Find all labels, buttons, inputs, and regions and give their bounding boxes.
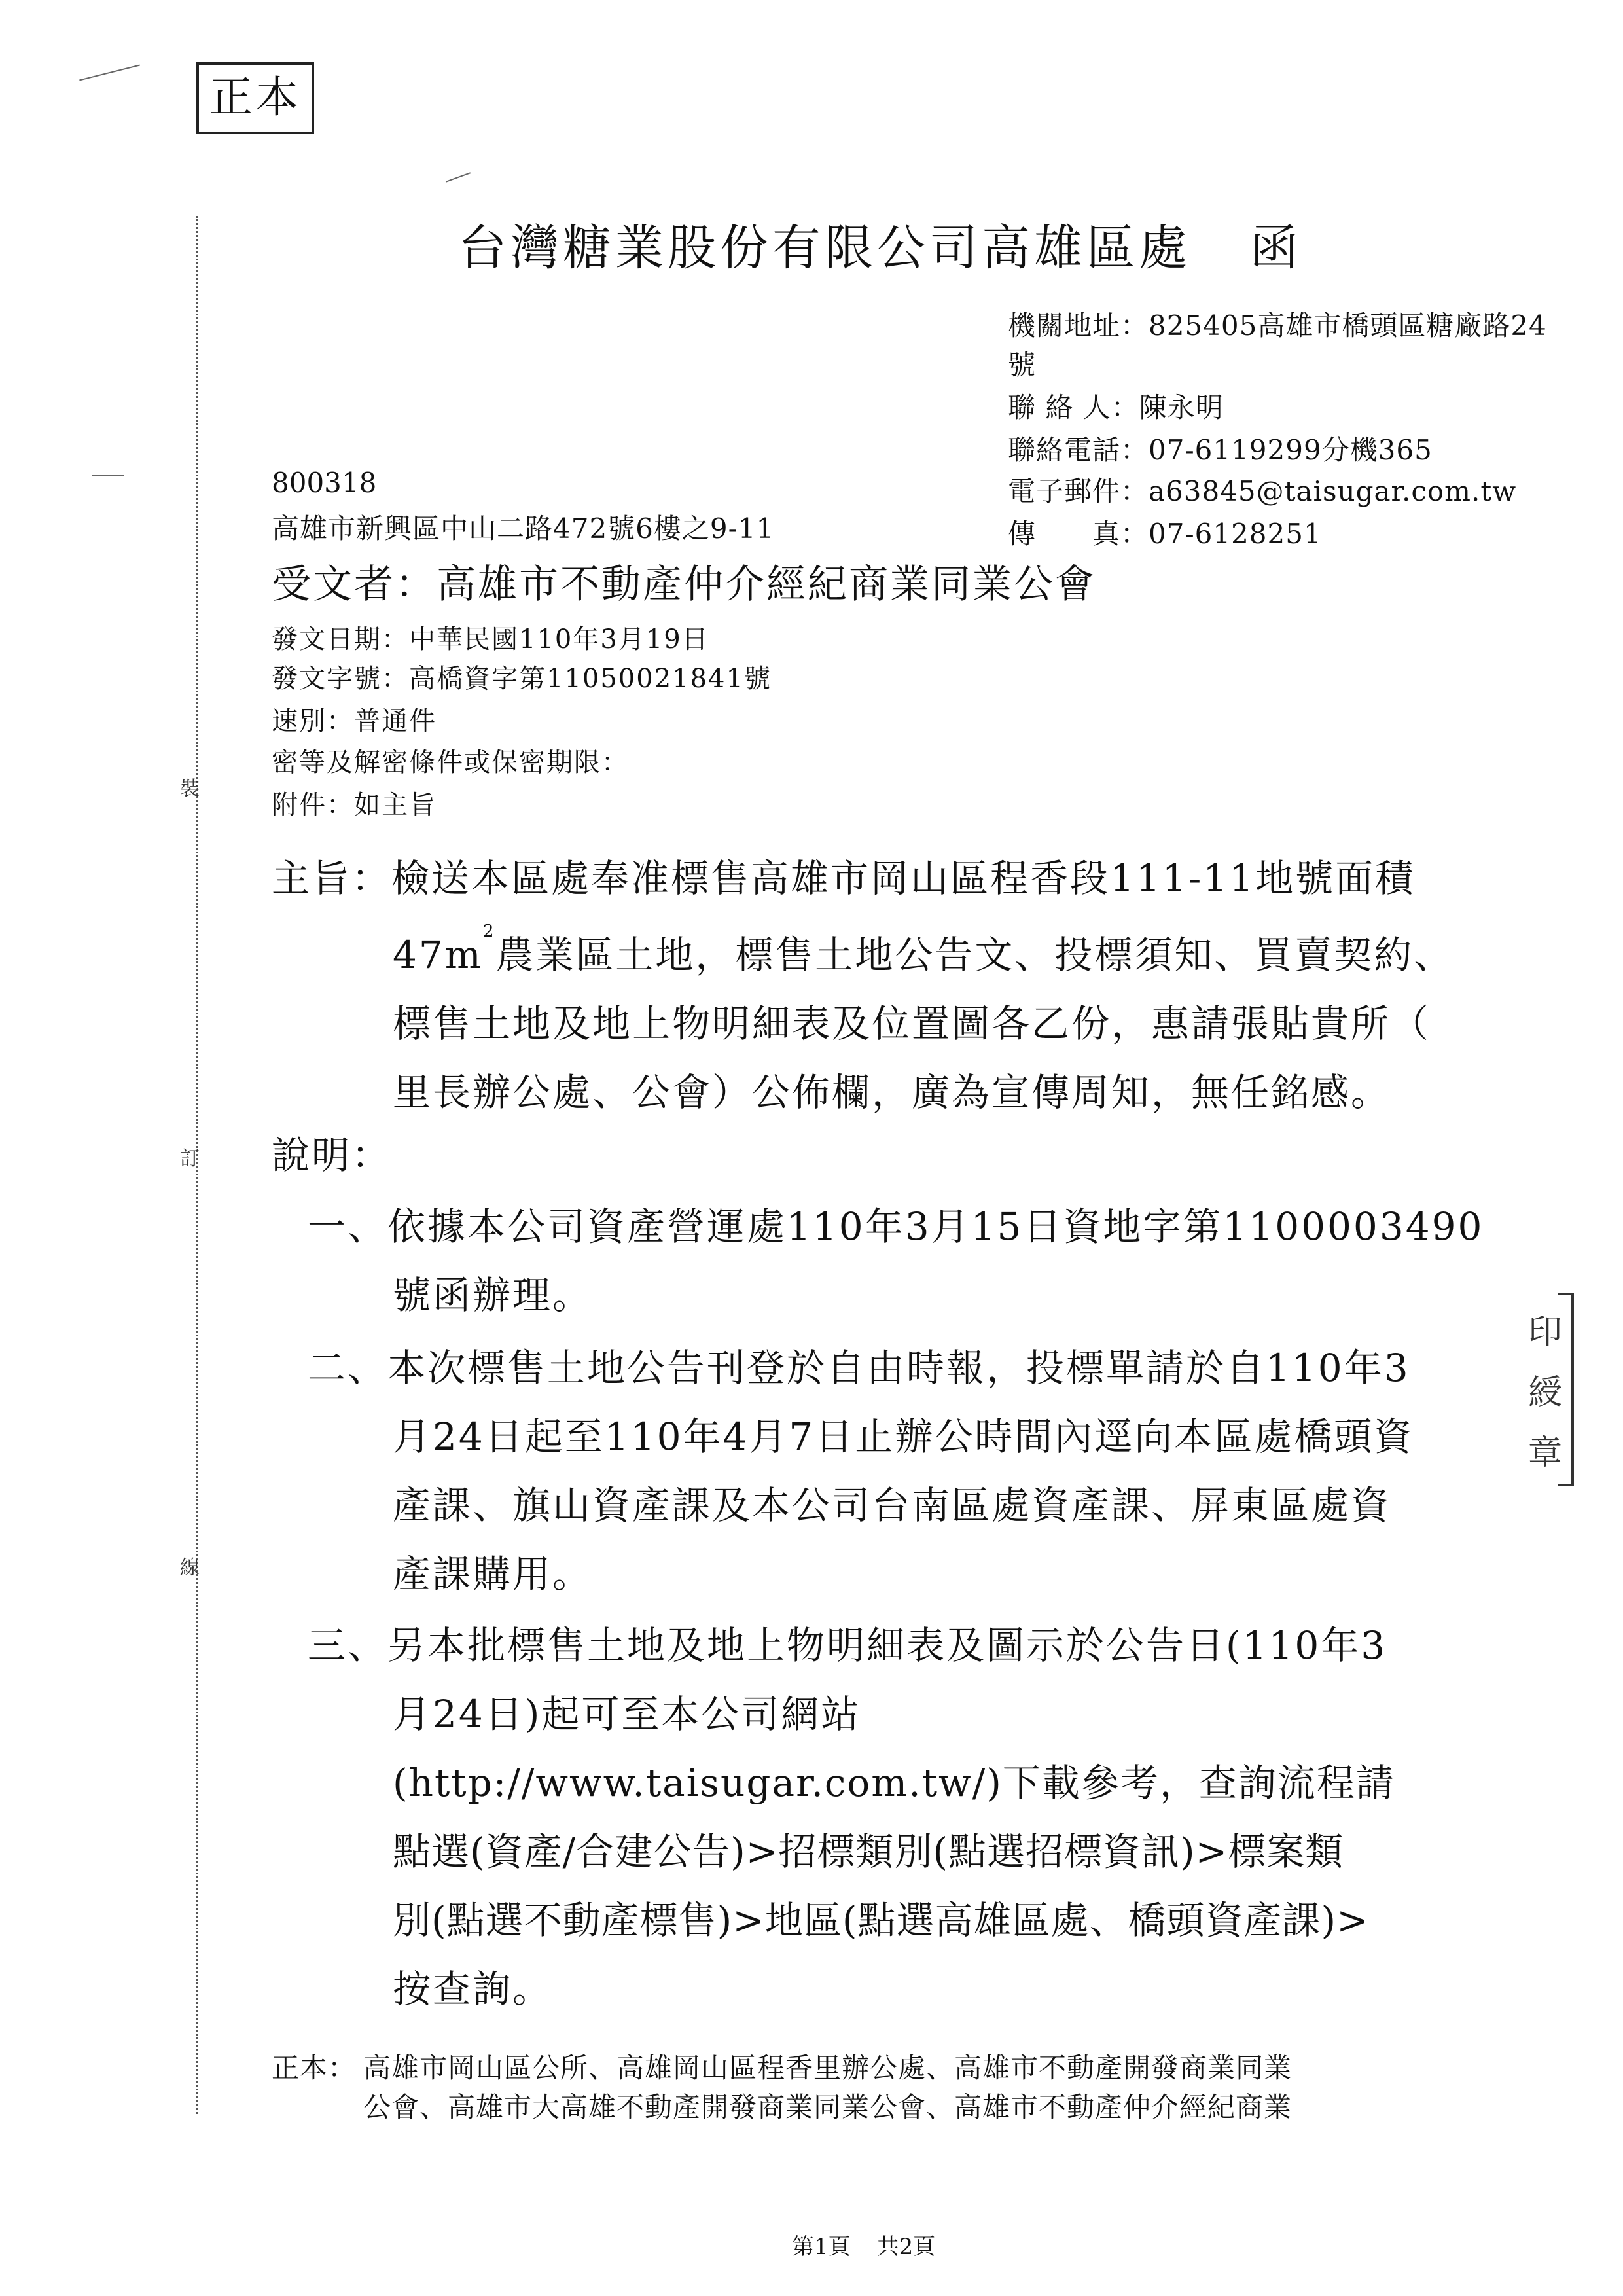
page-total: 共2頁 xyxy=(876,2234,936,2260)
document-type: 函 xyxy=(1250,220,1302,276)
explanation-item-2-line-4: 產課購用。 xyxy=(393,1552,593,1596)
seal-stamp: 印綬章 xyxy=(1528,1313,1563,1473)
subject-line-2 xyxy=(393,924,1454,979)
explanation-item-3-line-1: 三、另本批標售土地及地上物明細表及圖示於公告日(110年3 xyxy=(308,1623,1387,1668)
page-number: 第1頁 xyxy=(792,2234,851,2260)
explanation-item-2-line-2: 月24日起至110年4月7日止辦公時間內逕向本區處橋頭資 xyxy=(393,1414,1414,1459)
contact-person: 聯 絡 人：陳永明 xyxy=(1008,391,1224,423)
explanation-item-3-line-2: 月24日)起可至本公司網站 xyxy=(393,1692,861,1736)
organization-name: 台灣糖業股份有限公司高雄區處 xyxy=(458,220,1191,276)
contact-phone: 聯絡電話：07-6119299分機365 xyxy=(1008,434,1433,466)
cc-line-1: 高雄市岡山區公所、高雄岡山區程香里辦公處、高雄市不動產開發商業同業 xyxy=(363,2052,1293,2084)
subject-line-4: 里長辦公處、公會）公佈欄，廣為宣傳周知，無任銘感。 xyxy=(393,1070,1391,1115)
attachment: 附件：如主旨 xyxy=(272,790,437,820)
explanation-heading: 說明： xyxy=(272,1133,392,1177)
area-value: 47m xyxy=(393,933,483,977)
addressee: 受文者：高雄市不動產仲介經紀商業同業公會 xyxy=(272,562,1096,607)
seal-border xyxy=(1558,1293,1574,1486)
document-title xyxy=(458,209,1302,279)
cc-line-2: 公會、高雄市大高雄不動產開發商業同業公會、高雄市不動產仲介經紀商業 xyxy=(363,2091,1293,2123)
recipient-address: 高雄市新興區中山二路472號6樓之9-11 xyxy=(272,512,775,545)
explanation-item-1-line-2: 號函辦理。 xyxy=(393,1273,593,1318)
binding-mark-zhuang: 裝 xyxy=(180,778,200,800)
website-url-line: (http://www.taisugar.com.tw/)下載參考，查詢流程請 xyxy=(393,1761,1395,1805)
subject-line-1: 主旨：檢送本區處奉准標售高雄市岡山區程香段111-11地號面積 xyxy=(272,856,1416,901)
sender-address-cont: 號 xyxy=(1008,349,1037,381)
explanation-item-3-line-5: 別(點選不動產標售)>地區(點選高雄區處、橋頭資產課)> xyxy=(393,1898,1369,1943)
contact-email: 電子郵件：a63845@taisugar.com.tw xyxy=(1008,475,1517,507)
document-number: 發文字號：高橋資字第11050021841號 xyxy=(272,664,772,694)
cc-label: 正本： xyxy=(272,2052,357,2084)
explanation-item-2-line-1: 二、本次標售土地公告刊登於自由時報，投標單請於自110年3 xyxy=(308,1346,1410,1390)
secrecy-level: 密等及解密條件或保密期限： xyxy=(272,747,629,778)
issue-date: 發文日期：中華民國110年3月19日 xyxy=(272,624,709,655)
scan-mark xyxy=(446,172,471,183)
explanation-item-1-line-1: 一、依據本公司資產營運處110年3月15日資地字第1100003490 xyxy=(308,1204,1484,1249)
original-copy-stamp: 正本 xyxy=(196,62,314,134)
binding-mark-xian: 線 xyxy=(180,1556,200,1579)
sender-address: 機關地址：825405高雄市橋頭區糖廠路24 xyxy=(1008,310,1547,342)
scan-mark xyxy=(79,65,140,81)
scan-mark xyxy=(92,475,124,476)
page-indicator xyxy=(792,2229,935,2261)
recipient-postal-code: 800318 xyxy=(272,467,377,499)
contact-fax: 傳 真：07-6128251 xyxy=(1008,518,1322,550)
delivery-speed: 速別：普通件 xyxy=(272,706,437,736)
explanation-item-3-line-6: 按查詢。 xyxy=(393,1967,553,2011)
subject-line-2-text: 農業區土地，標售土地公告文、投標須知、買賣契約、 xyxy=(495,933,1454,977)
explanation-item-3-line-4: 點選(資產/合建公告)>招標類別(點選招標資訊)>標案類 xyxy=(393,1829,1344,1874)
binding-mark-ding: 訂 xyxy=(180,1147,200,1170)
explanation-item-2-line-3: 產課、旗山資產課及本公司台南區處資產課、屏東區處資 xyxy=(393,1483,1391,1528)
area-superscript: 2 xyxy=(482,922,496,941)
subject-line-3: 標售土地及地上物明細表及位置圖各乙份，惠請張貼貴所（ xyxy=(393,1001,1431,1046)
